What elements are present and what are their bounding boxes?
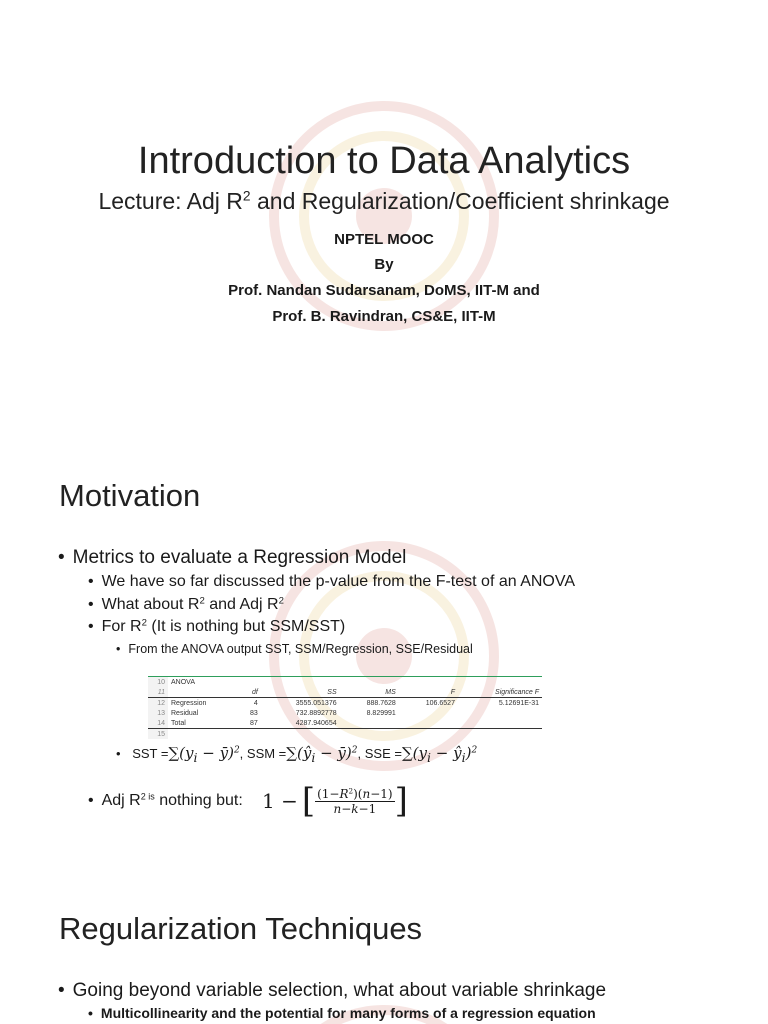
bullet-metrics: • Metrics to evaluate a Regression Model [58,547,406,569]
table-row: 14 Total 87 4287.940654 [148,718,542,729]
anova-table: 10 ANOVA 11 df SS MS F Significance F 12 Regression 4 3555.051376 888.7628 106.6527 5.12691E-31 13 Residual 83 732.8892778 8.829991 14 Total 87 4287.940654 15 [148,676,542,739]
slide-heading: Motivation [59,478,201,513]
bullet-r2: • What about $R^2$ and Adj $R^2$ [88,596,284,614]
adj-r2-formula: 1 − [ $(1-R^2)(n-1)$ n−k−1 ] [262,781,408,821]
bullet-anova-output: • From the ANOVA output SST, SSM/Regression, SSE/Residual [116,642,473,656]
bullet-multicollinearity: • Multicollinearity and the potential for many forms of a regression equation [88,1005,596,1021]
author-2: Prof. B. Ravindran, CS&E, IIT-M [272,308,496,325]
slide-title [0,0,768,432]
bullet-r2-def: • For $R^2$ (It is nothing but SSM/SST) [88,618,345,636]
slide-heading: Regularization Techniques [59,911,423,946]
bullet-ss-formulas: • SST $=\sum(y_i$ − ȳ)$^2$, SSM $=\sum(ŷ_i$ − ȳ)$^2$, SSE $=\sum(y_i$ − $ŷ_i)^2$ [116,744,477,765]
table-row: 13 Residual 83 732.8892778 8.829991 [148,708,542,718]
slide-title-text: Introduction to Data Analytics [137,140,631,182]
bullet-pvalue: • We have so far discussed the p-value from the F-test of an ANOVA [88,573,575,591]
table-row: 12 Regression 4 3555.051376 888.7628 106.6527 5.12691E-31 [148,698,542,709]
slide-motivation [0,432,768,866]
slide-subtitle: Lecture: Adj $R^2$ and Regularization/Coefficient shrinkage [98,188,670,214]
author-1: Prof. Nandan Sudarsanam, DoMS, IIT-M and [228,282,540,299]
bullet-variable-shrinkage: • Going beyond variable selection, what about variable shrinkage [58,980,606,1002]
bullet-adj-r2: • Adj $R^{2 is}$ nothing but: [88,792,243,810]
slide-regularization [0,866,768,1024]
anova-label: ANOVA [171,678,195,686]
by-label: By [374,256,394,273]
course-label: NPTEL MOOC [334,231,434,248]
